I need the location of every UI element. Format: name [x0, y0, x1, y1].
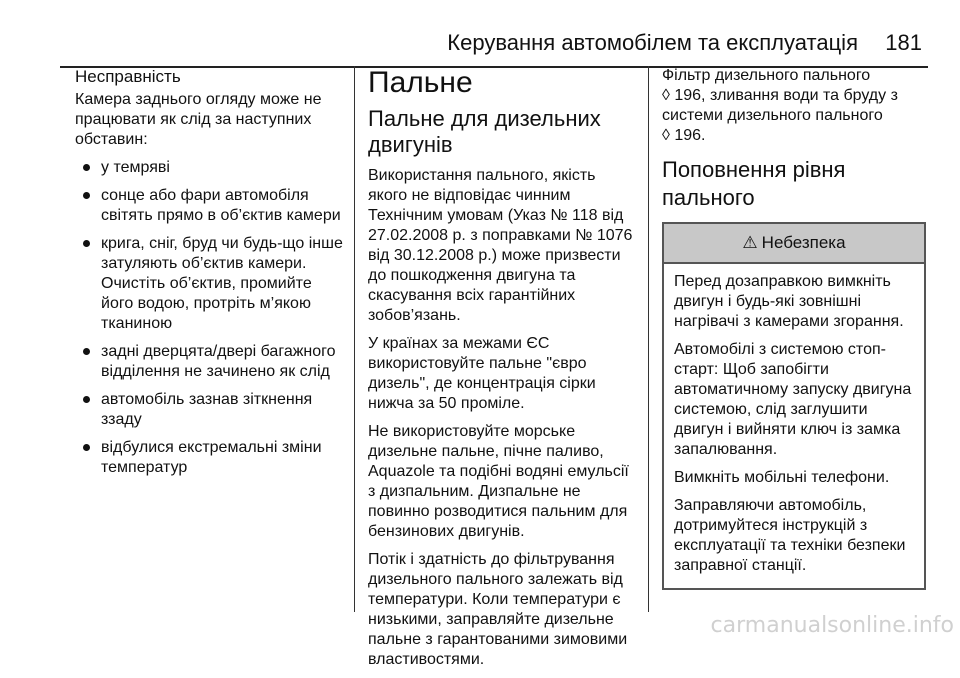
section-heading-refueling: Поповнення рівня пального: [662, 157, 846, 210]
list-item-text: у темряві: [101, 159, 170, 176]
bullet-icon: [83, 444, 90, 451]
filter-reference: [662, 66, 926, 146]
section-heading-fuel: Пальне: [368, 66, 473, 99]
column-divider-2: [648, 66, 649, 612]
list-item: [75, 234, 345, 334]
list-item: [75, 390, 345, 430]
warning-triangle-icon: ⚠: [742, 233, 758, 252]
warning-body: [664, 264, 924, 588]
warning-box: [662, 222, 926, 590]
bullet-icon: [83, 240, 90, 247]
reference-line: ◊ 196, зливання води та бруду з системи дизельного пального: [662, 87, 898, 124]
column-3: [662, 66, 926, 590]
list-item-text: автомобіль зазнав зіткнення ззаду: [101, 391, 313, 428]
page-header: [60, 24, 928, 64]
warning-header: [664, 224, 924, 264]
fault-list: [75, 158, 345, 478]
bullet-icon: [83, 396, 90, 403]
section-title-fault: Несправність: [75, 67, 181, 86]
subheading-diesel-fuel: Пальне для дизельних двигунів: [368, 106, 601, 157]
column-divider-1: [354, 66, 355, 612]
bullet-icon: [83, 192, 90, 199]
warning-paragraph: Вимкніть мобільні телефони.: [674, 469, 890, 486]
bullet-icon: [83, 348, 90, 355]
column-1: [75, 66, 345, 486]
list-item-text: задні дверцята/двері багажного відділення не зачинено як слід: [101, 343, 336, 380]
warning-paragraph: Автомобілі з системою стоп-старт: Щоб запобігти автоматичному запуску двигуна системою, слід заглушити двигун і вийняти ключ із замка запалювання.: [674, 341, 912, 458]
paragraph: У країнах за межами ЄС використовуйте пальне "євро дизель", де концентрація сірки нижча за 50 проміле.: [368, 335, 596, 412]
list-item: [75, 438, 345, 478]
page-number: 181: [885, 30, 922, 55]
list-item-text: крига, сніг, бруд чи будь-що інше затуляють об’єктив камери. Очистіть об’єктив, промийте його водою, протріть м’якою тканиною: [101, 235, 343, 332]
paragraph: Використання пального, якість якого не відповідає чинним Технічним умовам (Указ № 118 від 27.02.2008 р. з поправками № 1076 від 30.12.2008 р.) може призвести до пошкодження двигуна та скасування всіх гарантійних зобов’язань.: [368, 167, 633, 324]
paragraph: Потік і здатність до фільтрування дизельного пального залежать від температури. Коли температури є низькими, заправляйте дизельне пальне з гарантованими зимовими властивостями.: [368, 551, 628, 668]
warning-paragraph: Перед дозаправкою вимкніть двигун і будь-які зовнішні нагрівачі з камерами згорання.: [674, 273, 904, 330]
warning-paragraph: Заправляючи автомобіль, дотримуйтеся інструкцій з експлуатації та техніки безпеки заправної станції.: [674, 497, 906, 574]
header-title: Керування автомобілем та експлуатація: [447, 30, 858, 55]
fault-intro: Камера заднього огляду може не працювати як слід за наступних обставин:: [75, 91, 322, 148]
column-2: [368, 66, 638, 678]
list-item: [75, 158, 345, 178]
reference-line: Фільтр дизельного пального: [662, 67, 871, 84]
watermark: carmanualsonline.info: [710, 613, 954, 638]
reference-line: ◊ 196.: [662, 127, 706, 144]
paragraph: Не використовуйте морське дизельне пальне, пічне паливо, Aquazole та подібні водяні емульсії з дизпальним. Дизпальне не повинно розводитися пальним для бензинових двигунів.: [368, 423, 629, 540]
list-item: [75, 342, 345, 382]
list-item-text: відбулися екстремальні зміни температур: [101, 439, 322, 476]
bullet-icon: [83, 164, 90, 171]
warning-label: Небезпека: [761, 233, 846, 252]
list-item: [75, 186, 345, 226]
list-item-text: сонце або фари автомобіля світять прямо в об’єктив камери: [101, 187, 341, 224]
